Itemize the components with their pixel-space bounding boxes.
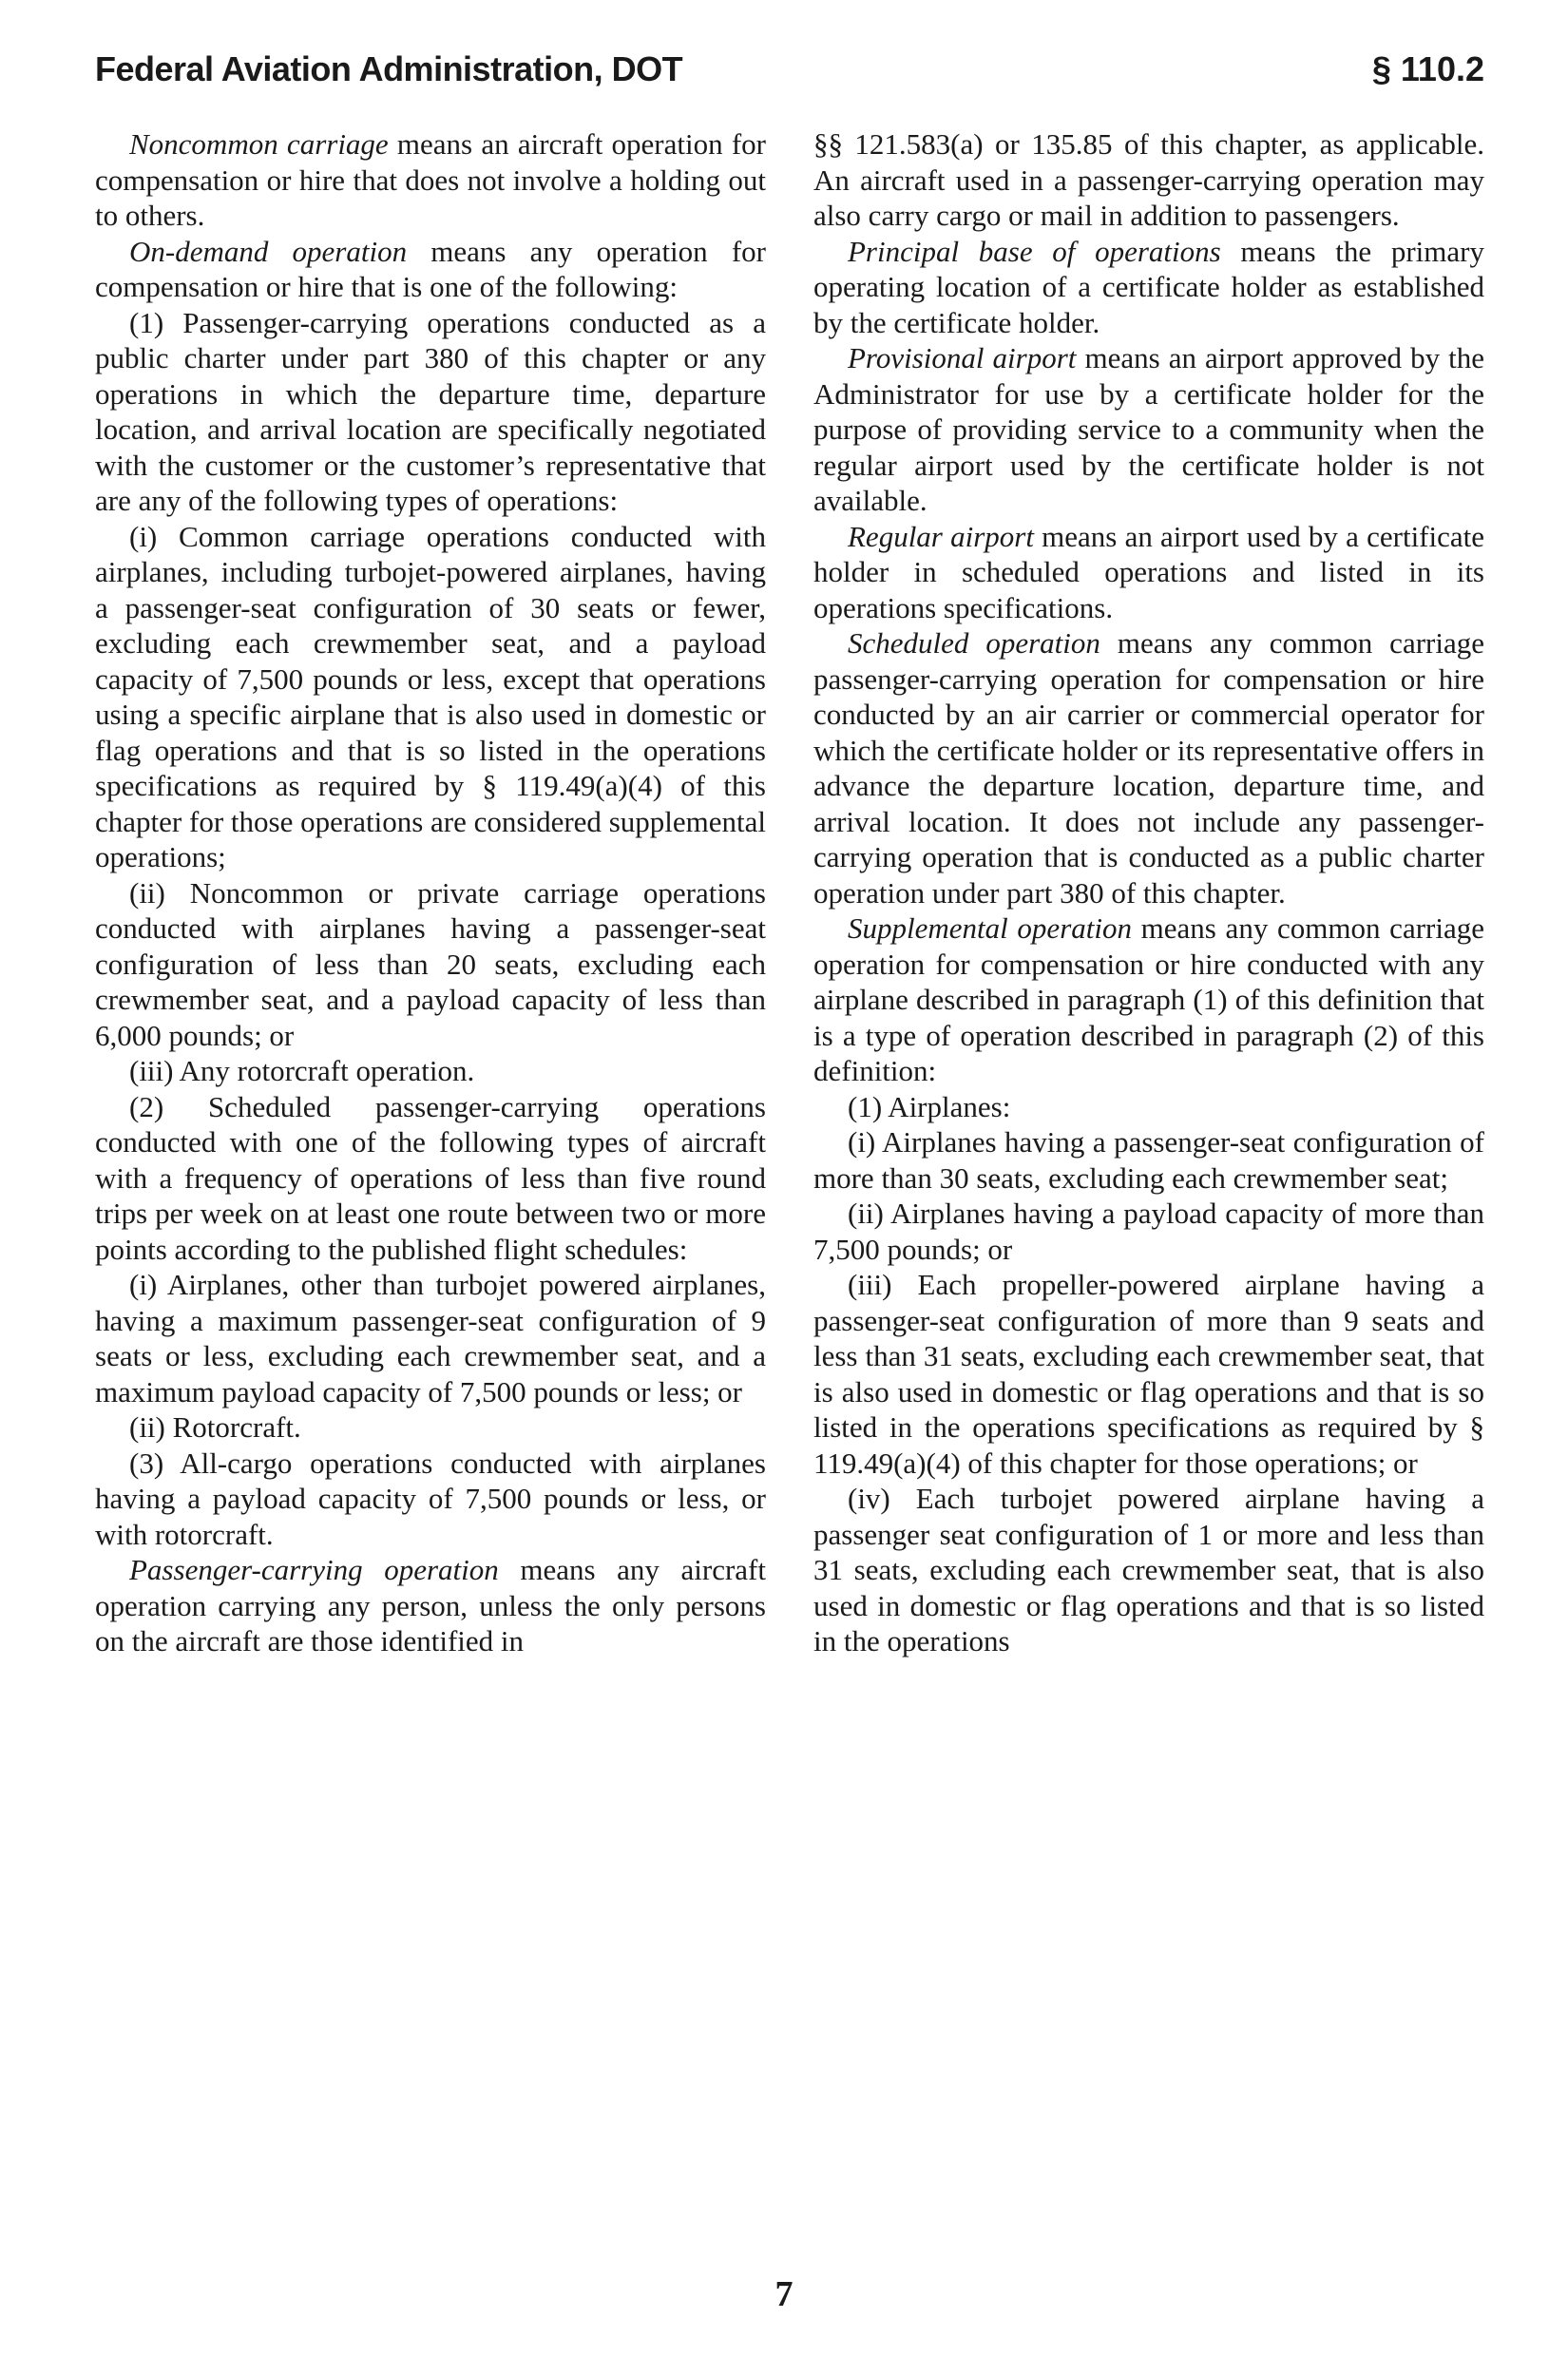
text-paragraph	[95, 1409, 766, 1446]
paragraph-text: means an aircraft operation for compensation or hire that does not involve a holding out to others.	[95, 127, 766, 232]
paragraph-text: (2) Scheduled passenger-carrying operations conducted with one of the following types of aircraft with a frequency of operations of less than five round trips per week on at least one route between two or more points according to the published flight schedules:	[95, 1089, 766, 1266]
text-paragraph	[95, 1053, 766, 1089]
definition-paragraph	[813, 340, 1484, 519]
definition-paragraph	[95, 126, 766, 234]
paragraph-text: means any operation for compensation or hire that is one of the following:	[95, 234, 766, 303]
paragraph-text: (ii) Noncommon or private carriage operations conducted with airplanes having a passenger-seat configuration of less than 20 seats, excluding each crewmember seat, and a payload capacity of less than 6,000 pounds; or	[95, 875, 766, 1052]
paragraph-text: means any common carriage passenger-carrying operation for compensation or hire conducted by an air carrier or commercial operator for which the certificate holder or its representative offers in advance the departure location, departure time, and arrival location. It does not include any passenger-carrying operation that is conducted as a public charter operation under part 380 of this chapter.	[813, 626, 1484, 910]
paragraph-text: (ii) Airplanes having a payload capacity of more than 7,500 pounds; or	[813, 1197, 1484, 1266]
defined-term: Regular airport	[848, 519, 1034, 553]
definition-paragraph	[95, 234, 766, 305]
text-paragraph	[813, 1196, 1484, 1267]
paragraph-text: (1) Passenger-carrying operations conducted as a public charter under part 380 of this chapter or any operations in which the departure time, departure location, and arrival location are specifically negotiated with the customer or the customer’s representative that are any of the following types of operations:	[95, 305, 766, 517]
paragraph-text: (1) Airplanes:	[848, 1089, 1011, 1123]
section-number: § 110.2	[1371, 49, 1484, 88]
definition-paragraph	[95, 1552, 766, 1659]
paragraph-text: means an airport approved by the Administrator for use by a certificate holder for the purpose of providing service to a community when the regular airport used by the certificate holder is not available.	[813, 341, 1484, 517]
definition-paragraph	[813, 625, 1484, 910]
paragraph-text: means the primary operating location of a certificate holder as established by the certificate holder.	[813, 234, 1484, 339]
defined-term: On-demand operation	[129, 234, 408, 268]
defined-term: Scheduled operation	[848, 626, 1100, 660]
paragraph-text: (i) Common carriage operations conducted with airplanes, including turbojet-powered airplanes, having a passenger-seat configuration of 30 seats or fewer, excluding each crewmember seat, and a payload capacity of 7,500 pounds or less, except that operations using a specific airplane that is also used in domestic or flag operations and that is so listed in the operations specifications as required by § 119.49(a)(4) of this chapter for those operations are considered supplemental operations;	[95, 519, 766, 873]
text-paragraph	[95, 519, 766, 875]
paragraph-text: means any common carriage operation for compensation or hire conducted with any airplane described in paragraph (1) of this definition that is a type of operation described in paragraph (2) of this definition:	[813, 911, 1484, 1087]
paragraph-text: (iii) Each propeller-powered airplane having a passenger-seat configuration of more than 9 seats and less than 31 seats, excluding each crewmember seat, that is also used in domestic or flag operations and that is so listed in the operations specifications as required by § 119.49(a)(4) of this chapter for those operations; or	[813, 1268, 1484, 1480]
defined-term: Principal base of operations	[848, 234, 1221, 268]
defined-term: Provisional airport	[848, 341, 1077, 374]
definition-paragraph	[813, 910, 1484, 1089]
running-header	[95, 49, 1484, 106]
left-column	[95, 126, 766, 1659]
text-paragraph	[813, 1267, 1484, 1481]
text-paragraph	[813, 126, 1484, 234]
paragraph-text: (i) Airplanes having a passenger-seat configuration of more than 30 seats, excluding each crewmember seat;	[813, 1125, 1484, 1195]
defined-term: Passenger-carrying operation	[129, 1553, 499, 1586]
agency-title: Federal Aviation Administration, DOT	[95, 49, 683, 88]
paragraph-text: means an airport used by a certificate holder in scheduled operations and listed in its operations specifications.	[813, 519, 1485, 624]
text-paragraph	[95, 1267, 766, 1409]
text-paragraph	[95, 875, 766, 1054]
page-number: 7	[774, 2274, 794, 2314]
defined-term: Noncommon carriage	[129, 127, 389, 161]
text-paragraph	[813, 1481, 1484, 1659]
text-paragraph	[95, 305, 766, 519]
text-paragraph	[813, 1124, 1484, 1196]
paragraph-text: (i) Airplanes, other than turbojet powered airplanes, having a maximum passenger-seat configuration of 9 seats or less, excluding each crewmember seat, and a maximum payload capacity of 7,500 pounds or less; or	[95, 1268, 766, 1408]
paragraph-text: means any aircraft operation carrying any person, unless the only persons on the aircraft are those identified in	[95, 1553, 766, 1657]
right-column	[813, 126, 1484, 1659]
definition-paragraph	[813, 234, 1484, 341]
paragraph-text: (iv) Each turbojet powered airplane having a passenger seat configuration of 1 or more and less than 31 seats, excluding each crewmember seat, that is also used in domestic or flag operations and that is so listed in the operations	[813, 1482, 1484, 1657]
text-paragraph	[813, 1089, 1484, 1125]
defined-term: Supplemental operation	[848, 911, 1132, 945]
text-paragraph	[95, 1446, 766, 1553]
paragraph-text: (3) All-cargo operations conducted with airplanes having a payload capacity of 7,500 pounds or less, or with rotorcraft.	[95, 1446, 766, 1551]
paragraph-text: (iii) Any rotorcraft operation.	[129, 1054, 475, 1087]
paragraph-text: §§ 121.583(a) or 135.85 of this chapter, as applicable. An aircraft used in a passenger-carrying operation may also carry cargo or mail in addition to passengers.	[813, 127, 1484, 232]
definition-paragraph	[813, 519, 1484, 626]
text-paragraph	[95, 1089, 766, 1268]
paragraph-text: (ii) Rotorcraft.	[129, 1410, 301, 1444]
